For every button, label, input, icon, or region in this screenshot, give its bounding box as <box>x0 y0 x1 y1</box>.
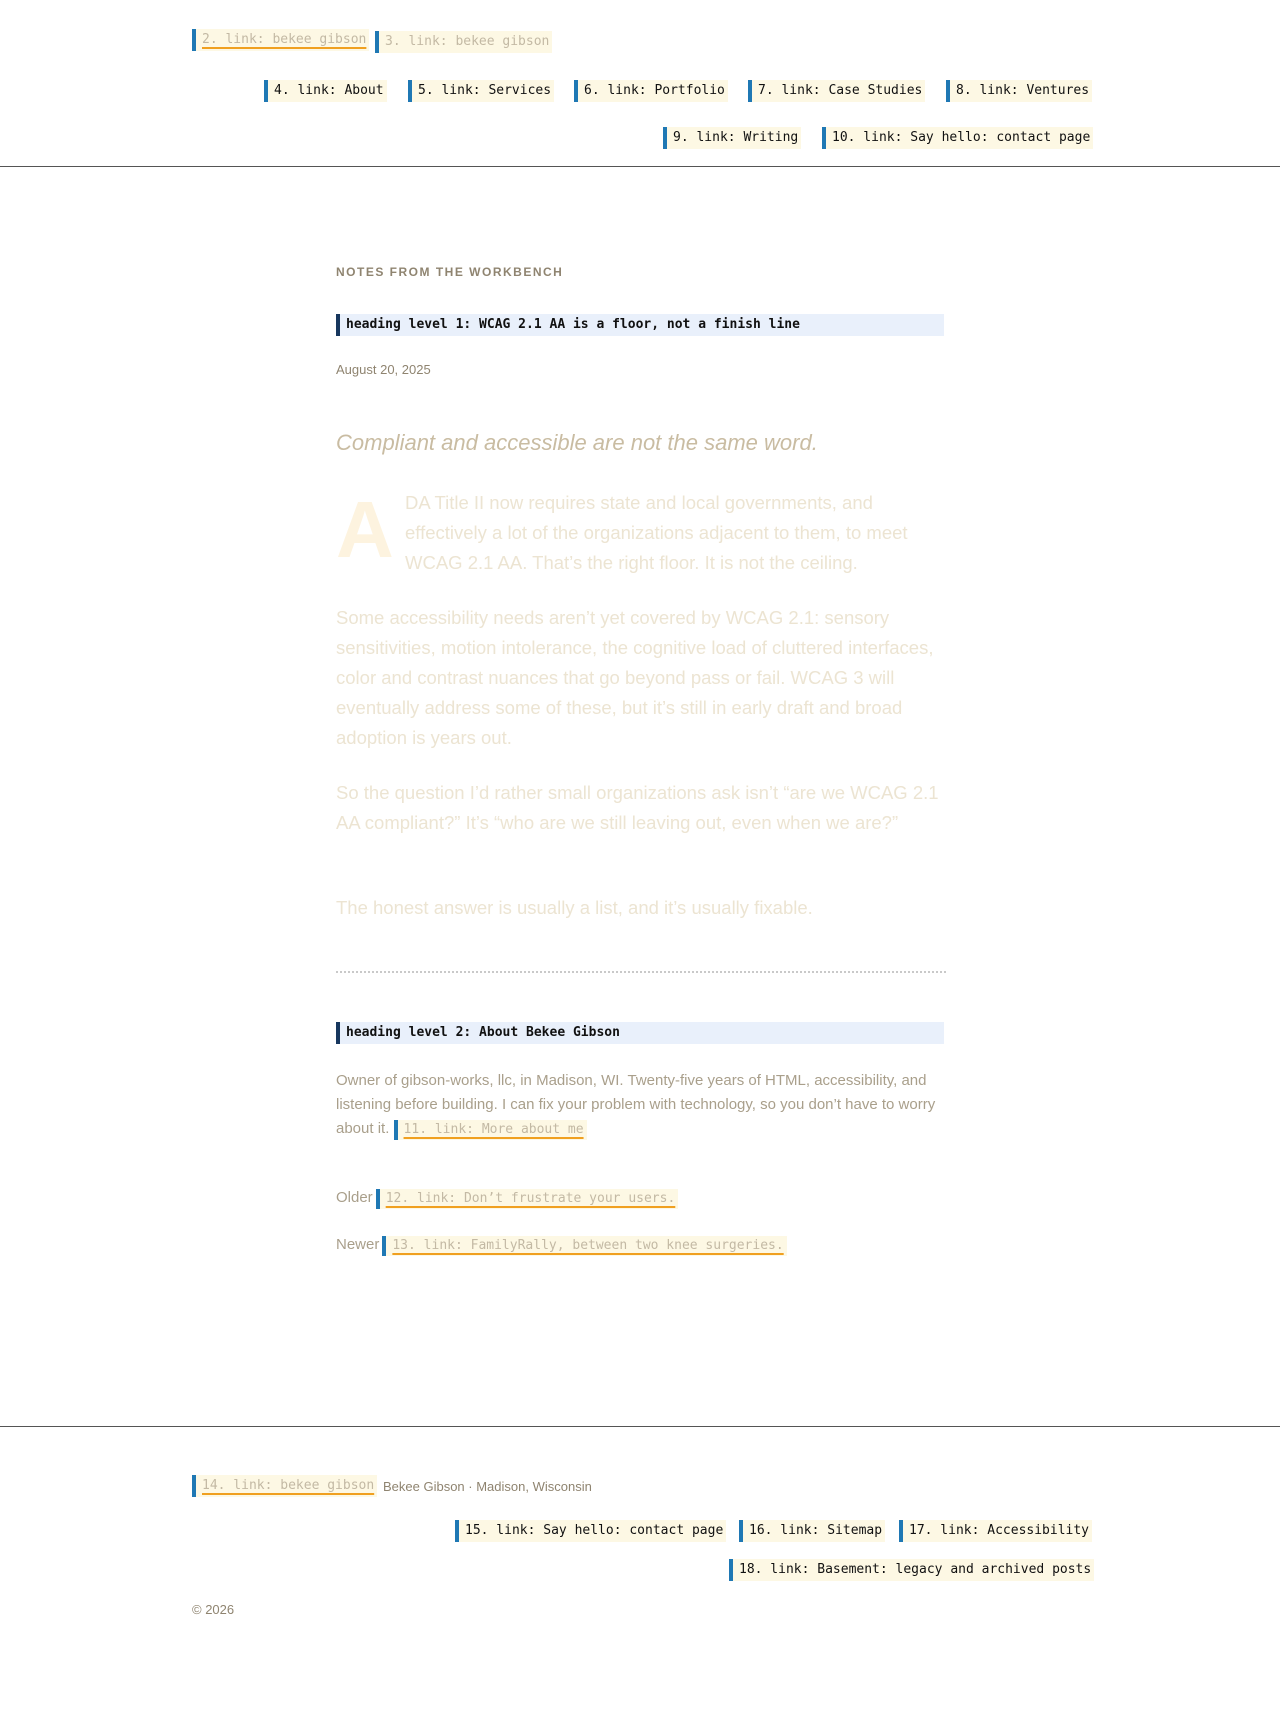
footer-divider <box>0 1426 1280 1427</box>
paragraph-2: Some accessibility needs aren’t yet covered by WCAG 2.1: sensory sensitivities, motion intolerance, the cognitive load of cluttered interfaces, color and contrast nuances that go beyond pass or fail. WCAG 3 will eventually address some of these, but it’s still in early draft and broad adoption is years out. <box>336 607 934 748</box>
newer-label: Newer <box>336 1236 380 1253</box>
eyebrow-label: NOTES FROM THE WORKBENCH <box>336 265 564 279</box>
paragraph-1: DA Title II now requires state and local governments, and effectively a lot of the organizations adjacent to them, to meet WCAG 2.1 AA. That’s the right floor. It is not the ceiling. <box>405 492 908 573</box>
nav-services[interactable]: 5. link: Services <box>408 80 554 102</box>
nav-case-studies[interactable]: 7. link: Case Studies <box>748 80 925 102</box>
nav-about[interactable]: 4. link: About <box>264 80 387 102</box>
nav-ventures[interactable]: 8. link: Ventures <box>946 80 1092 102</box>
older-label: Older <box>336 1189 373 1206</box>
older-post <box>336 1189 678 1209</box>
drop-cap: A <box>336 485 394 574</box>
header-divider <box>0 166 1280 167</box>
nav-portfolio[interactable]: 6. link: Portfolio <box>574 80 728 102</box>
older-post-link[interactable]: 12. link: Don’t frustrate your users. <box>376 1189 679 1209</box>
nav-writing[interactable]: 9. link: Writing <box>663 127 801 149</box>
paragraph-4: The honest answer is usually a list, and it’s usually fixable. <box>336 897 813 918</box>
about-text <box>336 1069 946 1141</box>
about-heading: heading level 2: About Bekee Gibson <box>336 1022 944 1044</box>
more-about-link[interactable]: 11. link: More about me <box>394 1120 587 1140</box>
footer-accessibility-link[interactable]: 17. link: Accessibility <box>899 1520 1092 1542</box>
logo-link[interactable]: 2. link: bekee gibson <box>192 29 369 51</box>
footer-basement-link[interactable]: 18. link: Basement: legacy and archived posts <box>729 1559 1094 1581</box>
footer-tagline: Bekee Gibson · Madison, Wisconsin <box>383 1479 592 1494</box>
footer-sitemap-link[interactable]: 16. link: Sitemap <box>739 1520 885 1542</box>
about-body: Owner of gibson-works, llc, in Madison, WI. Twenty-five years of HTML, accessibility, and listening before building. I can fix your problem with technology, so you don’t have to worry about it. <box>336 1072 936 1137</box>
logo-link-secondary[interactable]: 3. link: bekee gibson <box>375 31 552 53</box>
newer-post <box>336 1236 787 1256</box>
post-date: August 20, 2025 <box>336 362 431 377</box>
section-divider <box>336 971 946 973</box>
copyright: © 2026 <box>192 1602 235 1617</box>
footer-logo-link[interactable]: 14. link: bekee gibson <box>192 1475 377 1497</box>
newer-post-link[interactable]: 13. link: FamilyRally, between two knee surgeries. <box>382 1236 786 1256</box>
nav-contact[interactable]: 10. link: Say hello: contact page <box>822 127 1093 149</box>
paragraph-3: So the question I’d rather small organizations ask isn’t “are we WCAG 2.1 AA compliant?” It’s “who are we still leaving out, even when we are?” <box>336 782 939 833</box>
lede: Compliant and accessible are not the same word. <box>336 430 818 455</box>
page-title: heading level 1: WCAG 2.1 AA is a floor, not a finish line <box>336 314 944 336</box>
footer-contact-link[interactable]: 15. link: Say hello: contact page <box>455 1520 726 1542</box>
